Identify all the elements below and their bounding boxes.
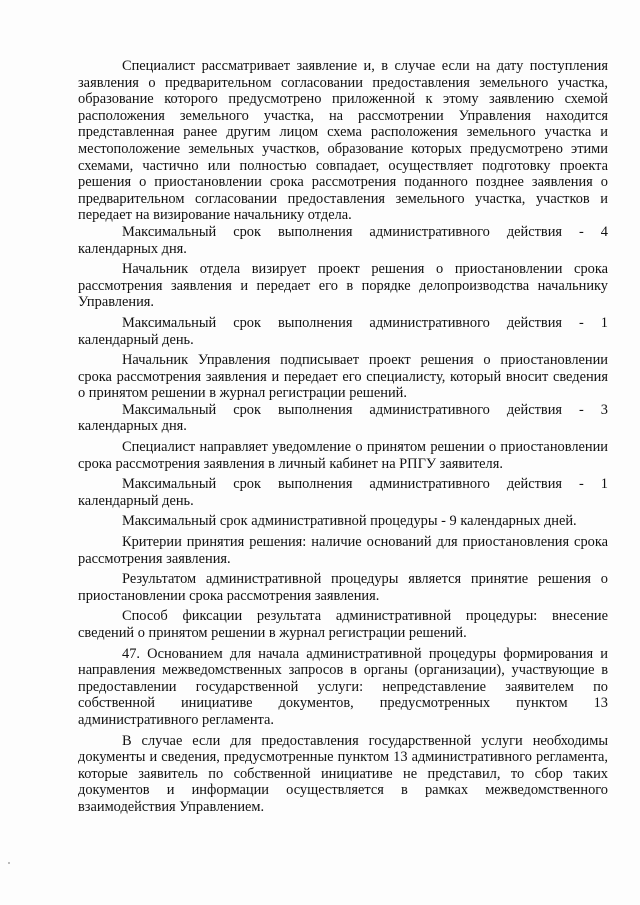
paragraph-deadline-4-days: Максимальный срок выполнения административного действия - 4 календарных дня. [78, 223, 608, 257]
paragraph-management-head-signs: Начальник Управления подписывает проект решения о приостановлении срока рассмотрения заявления и передает его специалисту, который вносит сведения о принятом решении в журнал регистрации решений. [78, 352, 608, 402]
paragraph-specialist-review: Специалист рассматривает заявление и, в случае если на дату поступления заявления о предварительном согласовании предоставления земельного участка, образование которого предусмотрено приложенной к этому заявлению схемой расположения земельного участка, на рассмотрении Управления находится представленная ранее другим лицом схема расположения земельного участка и местоположение земельных участков, образование которых предусмотрено этими схемами, частично или полностью совпадает, осуществляет подготовку проекта решения о приостановлении срока рассмотрения поданного позднее заявления о предварительном согласовании предоставления земельного участка, участков и передает на визирование начальнику отдела. [78, 58, 608, 224]
paragraph-procedure-deadline: Максимальный срок административной процедуры - 9 календарных дней. [122, 513, 577, 530]
paragraph-section-47: 47. Основанием для начала административной процедуры формирования и направления межведомственных запросов в органы (организации), участвующие в предоставлении государственной услуги: непредставление заявителем по собственной инициативе документов, предусмотренных пунктом 13 административного регламента. [78, 645, 608, 728]
paragraph-department-head-visa: Начальник отдела визирует проект решения о приостановлении срока рассмотрения заявления и передает его в порядке делопроизводства начальнику Управления. [78, 261, 608, 311]
paragraph-fixation-method: Способ фиксации результата административной процедуры: внесение сведений о принятом решении в журнал регистрации решений. [78, 608, 608, 641]
paragraph-specialist-notification: Специалист направляет уведомление о принятом решении о приостановлении срока рассмотрения заявления в личный кабинет на РПГУ заявителя. [78, 439, 608, 472]
paragraph-procedure-result: Результатом административной процедуры является принятие решения о приостановлении срока рассмотрения заявления. [78, 571, 608, 604]
paragraph-deadline-1-day-b: Максимальный срок выполнения административного действия - 1 календарный день. [78, 476, 608, 509]
scan-dot [8, 862, 10, 864]
paragraph-deadline-1-day-a: Максимальный срок выполнения административного действия - 1 календарный день. [78, 314, 608, 348]
paragraph-deadline-3-days: Максимальный срок выполнения административного действия - 3 календарных дня. [78, 401, 608, 435]
paragraph-interagency-requests: В случае если для предоставления государственной услуги необходимы документы и сведения, предусмотренные пунктом 13 административного регламента, которые заявитель по собственной инициативе не представил, то сбор таких документов и информации осуществляется в рамках межведомственного взаимодействия Управлением. [78, 732, 608, 815]
paragraph-decision-criteria: Критерии принятия решения: наличие оснований для приостановления срока рассмотрения заявления. [78, 534, 608, 567]
document-body [78, 58, 608, 816]
